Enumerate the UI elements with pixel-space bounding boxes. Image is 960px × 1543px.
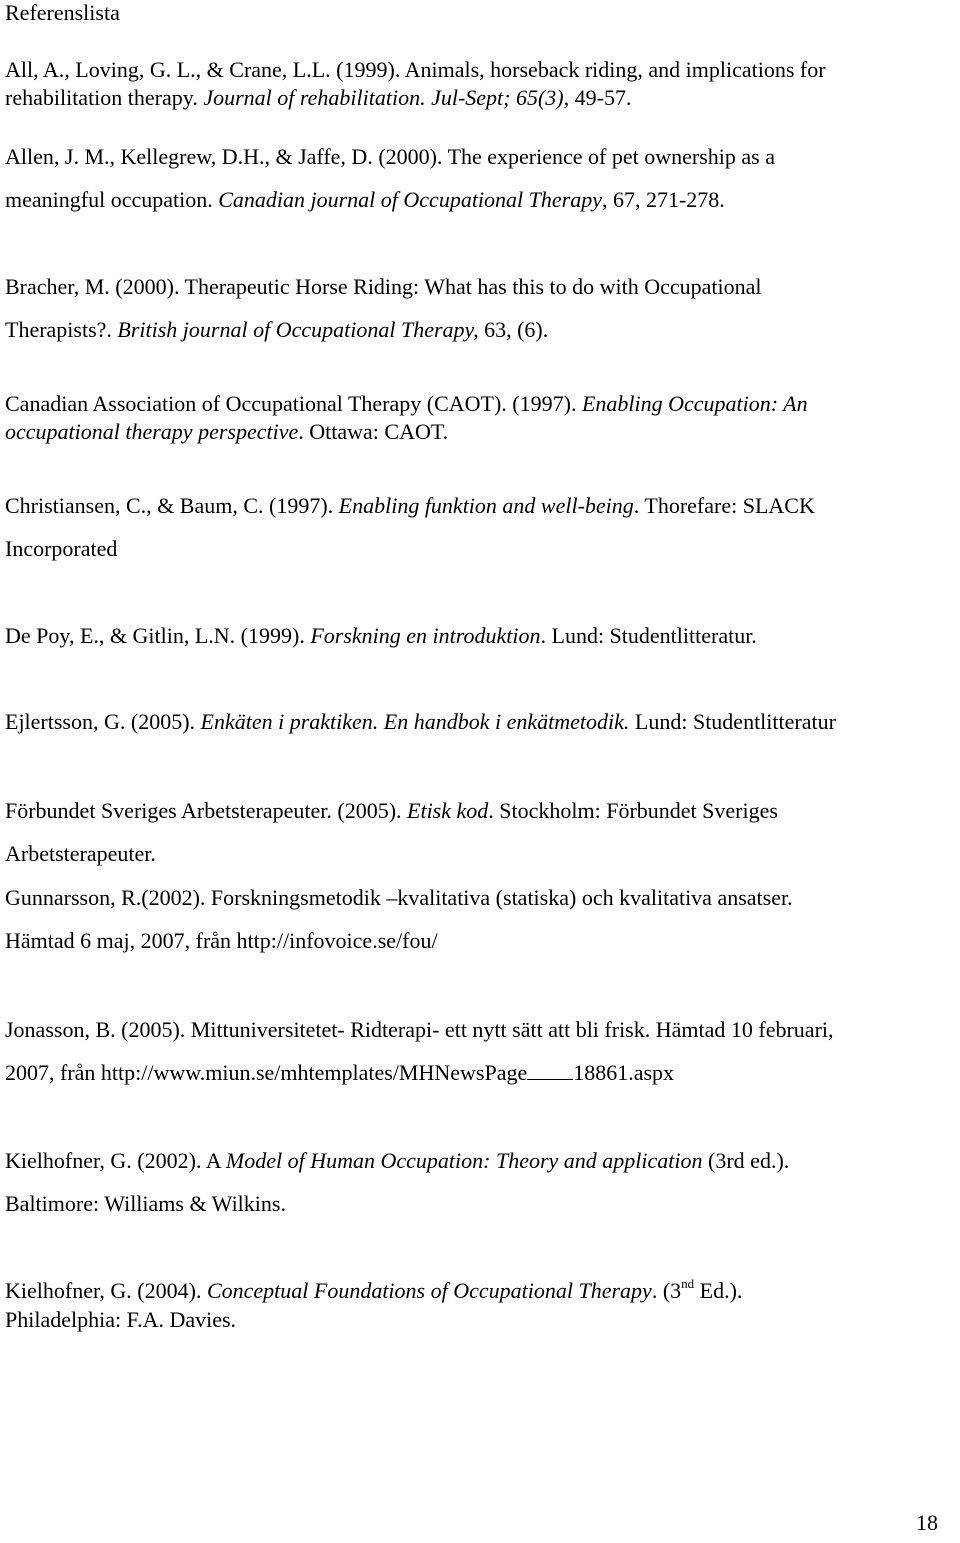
reference-line: Incorporated	[5, 536, 118, 561]
reference-line: Therapists?. British journal of Occupational Therapy, 63, (6).	[5, 317, 549, 342]
reference-line: De Poy, E., & Gitlin, L.N. (1999). Forskning en introduktion. Lund: Studentlitteratur.	[5, 623, 757, 648]
page-number: 18	[916, 1510, 938, 1535]
reference-line: rehabilitation therapy. Journal of rehabilitation. Jul-Sept; 65(3), 49-57.	[5, 85, 632, 110]
journal-title: Canadian journal of Occupational Therapy	[218, 187, 602, 212]
reference-entry-kielhofner-2002	[5, 1139, 957, 1225]
reference-line: Ejlertsson, G. (2005). Enkäten i praktiken. En handbok i enkätmetodik. Lund: Studentlitteratur	[5, 709, 836, 734]
reference-line: Gunnarsson, R.(2002). Forskningsmetodik –kvalitativa (statiska) och kvalitativa ansatser.	[5, 885, 793, 910]
reference-entry-ejlertsson	[5, 700, 957, 743]
reference-line: Baltimore: Williams & Wilkins.	[5, 1191, 286, 1216]
reference-line: Bracher, M. (2000). Therapeutic Horse Riding: What has this to do with Occupational	[5, 274, 762, 299]
superscript: nd	[681, 1276, 695, 1291]
book-title: Enkäten i praktiken. En handbok i enkätmetodik.	[200, 709, 630, 734]
reference-entry-bracher	[5, 265, 957, 351]
page-heading: Referenslista	[5, 0, 120, 25]
document-title: Etisk kod	[407, 798, 489, 823]
reference-line: Canadian Association of Occupational Therapy (CAOT). (1997). Enabling Occupation: An	[5, 391, 808, 416]
reference-entry-allen	[5, 135, 957, 221]
book-title: Enabling Occupation: An	[581, 391, 808, 416]
reference-line: Arbetsterapeuter.	[5, 841, 156, 866]
book-title: Enabling funktion and well-being	[338, 493, 634, 518]
reference-line: Kielhofner, G. (2002). A Model of Human Occupation: Theory and application (3rd ed.).	[5, 1148, 790, 1173]
journal-title: British journal of Occupational Therapy,	[117, 317, 479, 342]
reference-entry-depoy	[5, 614, 957, 657]
reference-entry-fsa	[5, 789, 957, 875]
reference-line: 2007, från http://www.miun.se/mhtemplates/MHNewsPage 18861.aspx	[5, 1060, 675, 1085]
reference-line: Jonasson, B. (2005). Mittuniversitetet- Ridterapi- ett nytt sätt att bli frisk. Hämtad 10 februari,	[5, 1017, 834, 1042]
reference-entry-christiansen	[5, 484, 957, 570]
book-title: Forskning en introduktion	[310, 623, 541, 648]
reference-entry-all	[5, 56, 957, 112]
book-title: Model of Human Occupation: Theory and application	[225, 1148, 703, 1173]
reference-entry-caot	[5, 390, 957, 446]
reference-line: meaningful occupation. Canadian journal of Occupational Therapy, 67, 271-278.	[5, 187, 725, 212]
book-title: occupational therapy perspective	[5, 419, 299, 444]
reference-line: Hämtad 6 maj, 2007, från http://infovoice.se/fou/	[5, 928, 438, 953]
reference-entry-jonasson	[5, 1008, 957, 1094]
reference-line: All, A., Loving, G. L., & Crane, L.L. (1999). Animals, horseback riding, and implications for	[5, 57, 826, 82]
reference-entry-gunnarsson	[5, 876, 957, 962]
underline-gap	[527, 1065, 573, 1080]
journal-title: Journal of rehabilitation. Jul-Sept; 65(3),	[203, 85, 570, 110]
reference-line: Christiansen, C., & Baum, C. (1997). Enabling funktion and well-being. Thorefare: SLACK	[5, 493, 815, 518]
book-title: Conceptual Foundations of Occupational Therapy	[206, 1278, 652, 1303]
reference-line: occupational therapy perspective. Ottawa: CAOT.	[5, 419, 449, 444]
reference-entry-kielhofner-2004	[5, 1276, 957, 1334]
reference-line: Förbundet Sveriges Arbetsterapeuter. (2005). Etisk kod. Stockholm: Förbundet Sveriges	[5, 798, 778, 823]
reference-line: Allen, J. M., Kellegrew, D.H., & Jaffe, D. (2000). The experience of pet ownership as a	[5, 144, 775, 169]
reference-line: Philadelphia: F.A. Davies.	[5, 1307, 237, 1332]
reference-line: Kielhofner, G. (2004). Conceptual Foundations of Occupational Therapy. (3nd Ed.).	[5, 1276, 743, 1303]
